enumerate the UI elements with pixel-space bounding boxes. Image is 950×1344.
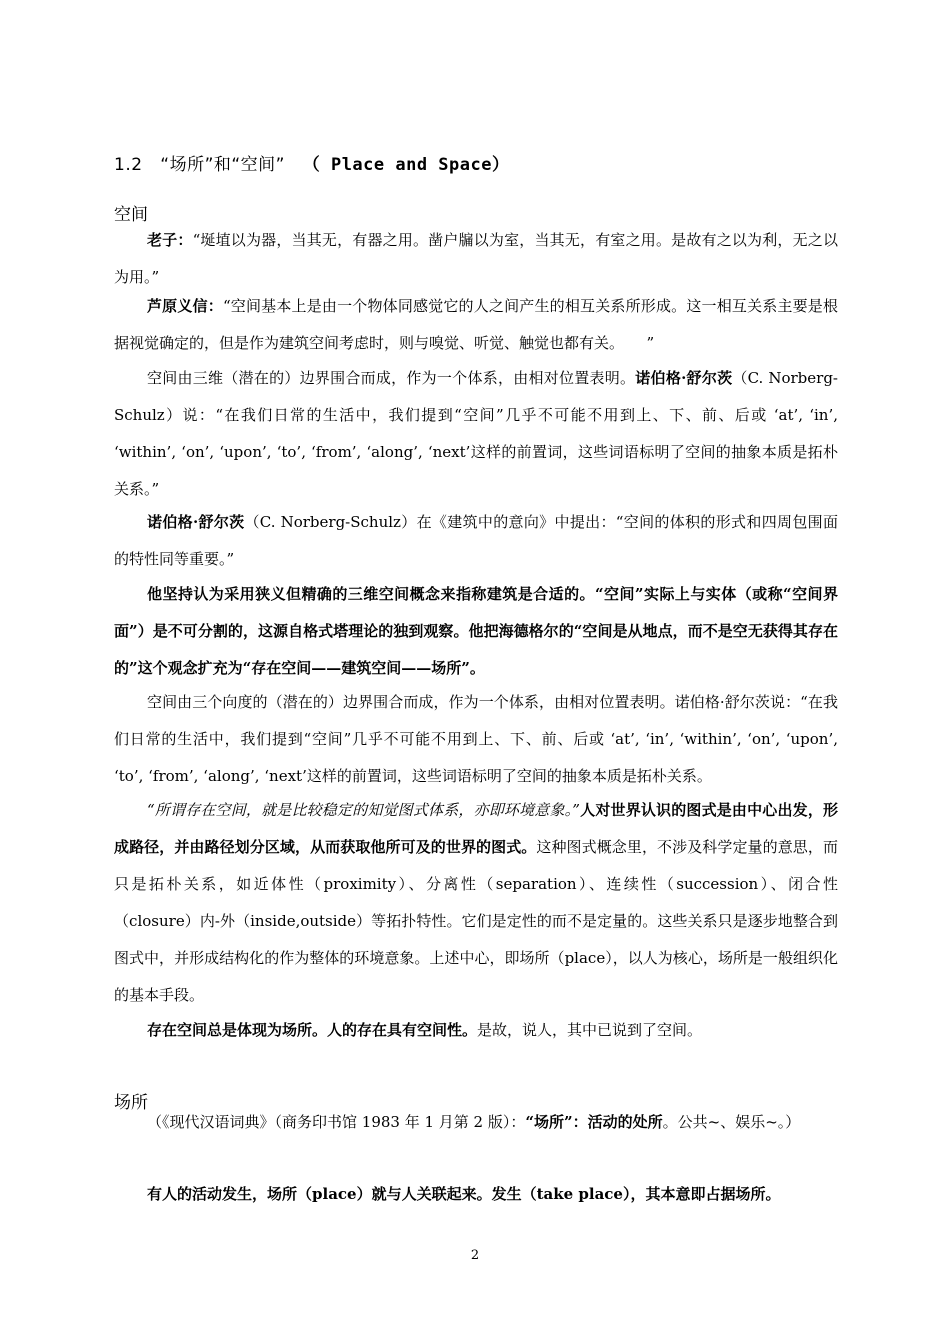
paragraph-ashihara-text: “空间基本上是由一个物体同感觉它的人之间产生的相互关系所形成。这一相互关系主要是根据视觉确定的，但是作为建筑空间考虑时，则与嗅觉、听觉、触觉也都有关。 ” xyxy=(114,297,838,352)
section-title-cn: “场所”和“空间” xyxy=(160,155,285,175)
paragraph-ns1-text-b: （C. Norberg-Schulz）说：“在我们日常的生活中，我们提到“空间”几乎不可能不用到上、下、前、后或 ‘at’, ‘in’, ‘within’, ‘on’, ‘upon’, ‘to’, ‘from’, ‘along’, ‘next’这样的前置词，这些词语标明了空间的抽象本质是拓朴关系。” xyxy=(114,369,838,498)
speaker-laozi: 老子： xyxy=(147,231,193,249)
paragraph-laozi-text: “埏埴以为器，当其无，有器之用。凿户牖以为室，当其无，有室之用。是故有之以为利，无之以为用。” xyxy=(114,231,838,286)
dictionary-text-b: 。公共~、娱乐~。） xyxy=(662,1113,801,1131)
existential-space-quote: “所谓存在空间，就是比较稳定的知觉图式体系，亦即环境意象。” xyxy=(147,801,580,819)
paragraph-ashihara xyxy=(114,288,838,362)
paragraph-take-place: 有人的活动发生，场所（place）就与人关联起来。发生（take place），其本意即占据场所。 xyxy=(147,1185,781,1203)
paragraph-dictionary xyxy=(114,1104,838,1141)
paragraph-ns1-text-a: 空间由三维（潜在的）边界围合而成，作为一个体系，由相对位置表明。 xyxy=(147,369,636,387)
page-number: 2 xyxy=(470,1248,480,1263)
paragraph-heidegger: 他坚持认为采用狭义但精确的三维空间概念来指称建筑是合适的。“空间”实际上与实体（或称“空间界面”）是不可分割的，这源自格式塔理论的独到观察。他把海德格尔的“空间是从地点，而不是空无获得其存在的”这个观念扩充为“存在空间——建筑空间——场所”。 xyxy=(114,585,838,677)
existential-space-text: 这种图式概念里，不涉及科学定量的意思，而只是拓朴关系，如近体性（proximity）、分离性（separation）、连续性（succession）、闭合性（closure）内-外（inside,outside）等拓扑特性。它们是定性的而不是定量的。这些关系只是逐步地整合到图式中，并形成结构化的作为整体的环境意象。上述中心，即场所（place），以人为核心，场所是一般组织化的基本手段。 xyxy=(114,838,838,1004)
paragraph-existential-space xyxy=(114,792,838,1014)
section-number: 1.2 xyxy=(114,155,143,175)
dictionary-text-a: （《现代汉语词典》（商务印书馆 1983 年 1 月第 2 版）： xyxy=(147,1113,526,1131)
paragraph-place-existence xyxy=(114,1012,838,1049)
section-title-en: （ Place and Space） xyxy=(302,155,510,175)
space-subheading: 空间 xyxy=(114,205,148,225)
speaker-norberg-schulz: 诺伯格·舒尔茨 xyxy=(635,369,733,387)
section-heading xyxy=(114,150,509,175)
place-subheading: 场所 xyxy=(114,1093,148,1113)
paragraph-ns2-text: （C. Norberg-Schulz）在《建筑中的意向》中提出：“空间的体积的形式和四周包围面的特性同等重要。” xyxy=(114,513,838,568)
dictionary-bold: “场所”：活动的处所 xyxy=(525,1113,663,1131)
existential-space-bold: 人对世界认识的图式是由中心出发，形成路径，并由路径划分区域，从而获取他所可及的世界的图式。 xyxy=(114,801,838,856)
paragraph-three-dimensions: 空间由三个向度的（潜在的）边界围合而成，作为一个体系，由相对位置表明。诺伯格·舒尔茨说：“在我们日常的生活中，我们提到“空间”几乎不可能不用到上、下、前、后或 ‘at’, ‘in’, ‘within’, ‘on’, ‘upon’, ‘to’, ‘from’, ‘along’, ‘next’这样的前置词，这些词语标明了空间的抽象本质是拓朴关系。 xyxy=(114,693,838,785)
paragraph-norberg-schulz-2 xyxy=(114,504,838,578)
paragraph-norberg-schulz-1 xyxy=(114,360,838,508)
place-existence-text: 是故，说人，其中已说到了空间。 xyxy=(477,1021,703,1039)
paragraph-laozi xyxy=(114,222,838,296)
place-existence-bold: 存在空间总是体现为场所。人的存在具有空间性。 xyxy=(147,1021,478,1039)
speaker-norberg-schulz-2: 诺伯格·舒尔茨 xyxy=(147,513,245,531)
speaker-ashihara: 芦原义信： xyxy=(147,297,223,315)
